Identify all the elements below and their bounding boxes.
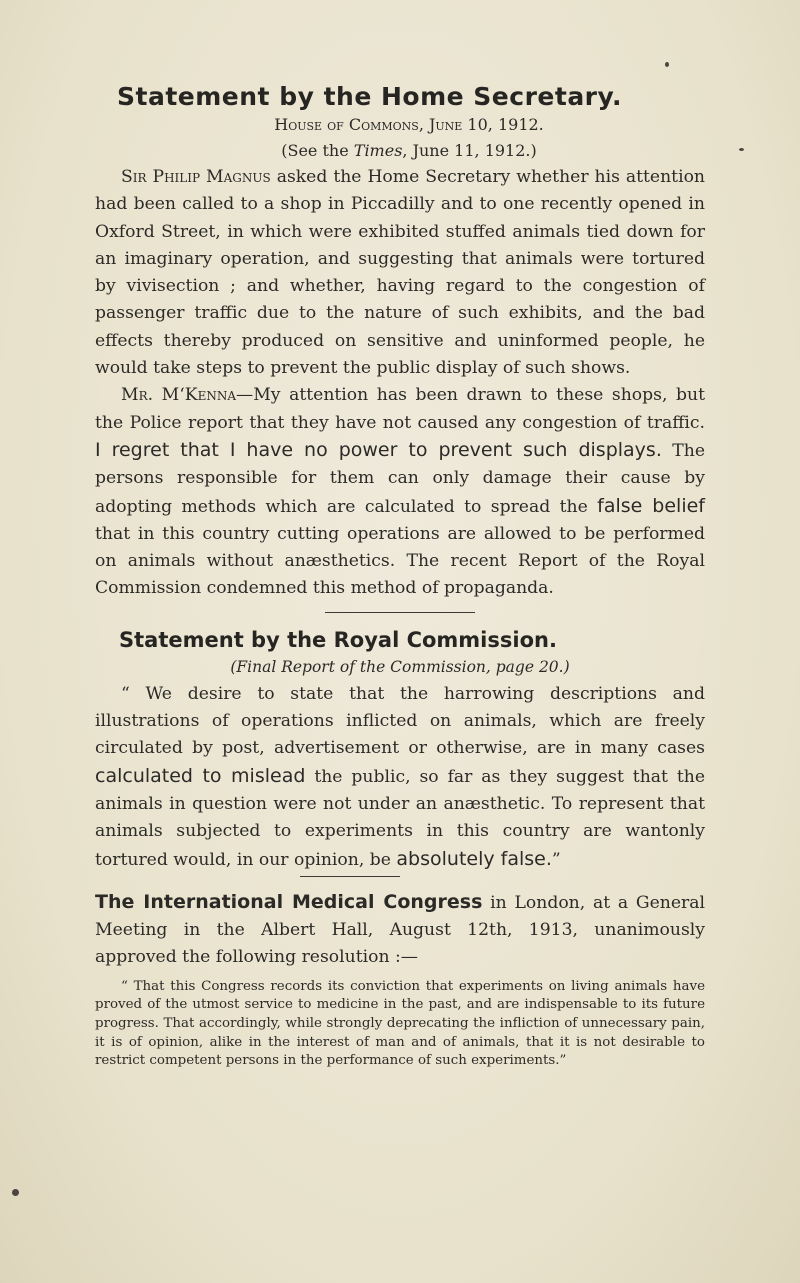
statement-close-quote: ”	[551, 849, 561, 870]
home-secretary-heading: Statement by the Home Secretary.	[117, 82, 623, 111]
congress-intro-text: in London, at a General Meeting in the Albert Hall, August 12th, 1913, unanimously approved the following resolution :—	[95, 892, 705, 968]
statement-text-b: the public, so far as they suggest that the animals in question were not under an anæsthetic. To represent that animals subjected to experiments in this country are wantonly tortured would, in our opinion, be	[95, 766, 705, 870]
speaker-magnus: Sir Philip Magnus	[121, 167, 271, 187]
commission-statement	[95, 681, 705, 874]
royal-commission-heading: Statement by the Royal Commission.	[119, 627, 557, 652]
section-divider	[300, 876, 400, 877]
paper-mark	[739, 148, 744, 151]
medical-congress-section	[95, 889, 705, 1071]
commons-dateline: House of Commons, June 10, 1912.	[274, 115, 544, 134]
congress-resolution: “ That this Congress records its conviction that experiments on living animals have proved of the utmost service to medicine in the past, and are indispensable to its future progress. That accordingly, while strongly deprecating the infliction of unnecessary pain, it is of opinion, alike in the interest of man and of animals, that it is not desirable to restrict competent persons in the performance of such experiments.”	[95, 978, 705, 1069]
answer-emphasis-false-belief: false belief	[597, 494, 705, 517]
answer-text-c: that in this country cutting operations are allowed to be performed on animals without anæsthetics. The recent Report of the Royal Commission condemned this method of propaganda.	[95, 523, 705, 599]
royal-commission-section	[95, 625, 705, 874]
mckenna-answer	[95, 382, 705, 602]
statement-text-a: “ We desire to state that the harrowing descriptions and illustrations of operations inflicted on animals, which are freely circulated by post, advertisement or otherwise, are in many cases	[95, 683, 705, 759]
citation-open: (See the	[281, 141, 354, 160]
citation-paper: Times	[353, 141, 403, 160]
statement-emphasis-mislead: calculated to mislead	[95, 764, 306, 787]
question-text: asked the Home Secretary whether his attention had been called to a shop in Piccadilly and to one recently opened in Oxford Street, in which were exhibited stuffed animals tied down for an imaginary operation, and suggesting that animals were tortured by vivisection ; and whether, having regard to the congestion of passenger traffic due to the nature of such exhibits, and the bad effects thereby produced on sensitive and uninformed people, he would take steps to prevent the public display of such shows.	[95, 167, 705, 379]
times-citation	[95, 138, 705, 164]
document-text	[95, 82, 705, 1071]
answer-text-b: The persons responsible for them can only damage their cause by adopting methods which are calculated to spread the	[95, 440, 705, 517]
paper-mark	[12, 1189, 19, 1196]
commission-citation: (Final Report of the Commission, page 20.)	[230, 657, 570, 676]
congress-intro	[95, 889, 705, 972]
statement-emphasis-false: absolutely false.	[396, 847, 552, 870]
congress-heading: The International Medical Congress	[95, 890, 483, 913]
speaker-mckenna: Mr. M‘Kenna	[121, 385, 237, 406]
citation-close: , June 11, 1912.)	[402, 141, 537, 160]
magnus-question	[95, 164, 705, 382]
section-divider	[325, 612, 475, 613]
answer-text-a: —My attention has been drawn to these shops, but the Police report that they have not caused any congestion of traffic.	[95, 385, 705, 433]
home-secretary-section	[95, 82, 705, 603]
paper-mark	[665, 62, 669, 67]
answer-emphasis-regret: I regret that I have no power to prevent such displays.	[95, 438, 662, 461]
